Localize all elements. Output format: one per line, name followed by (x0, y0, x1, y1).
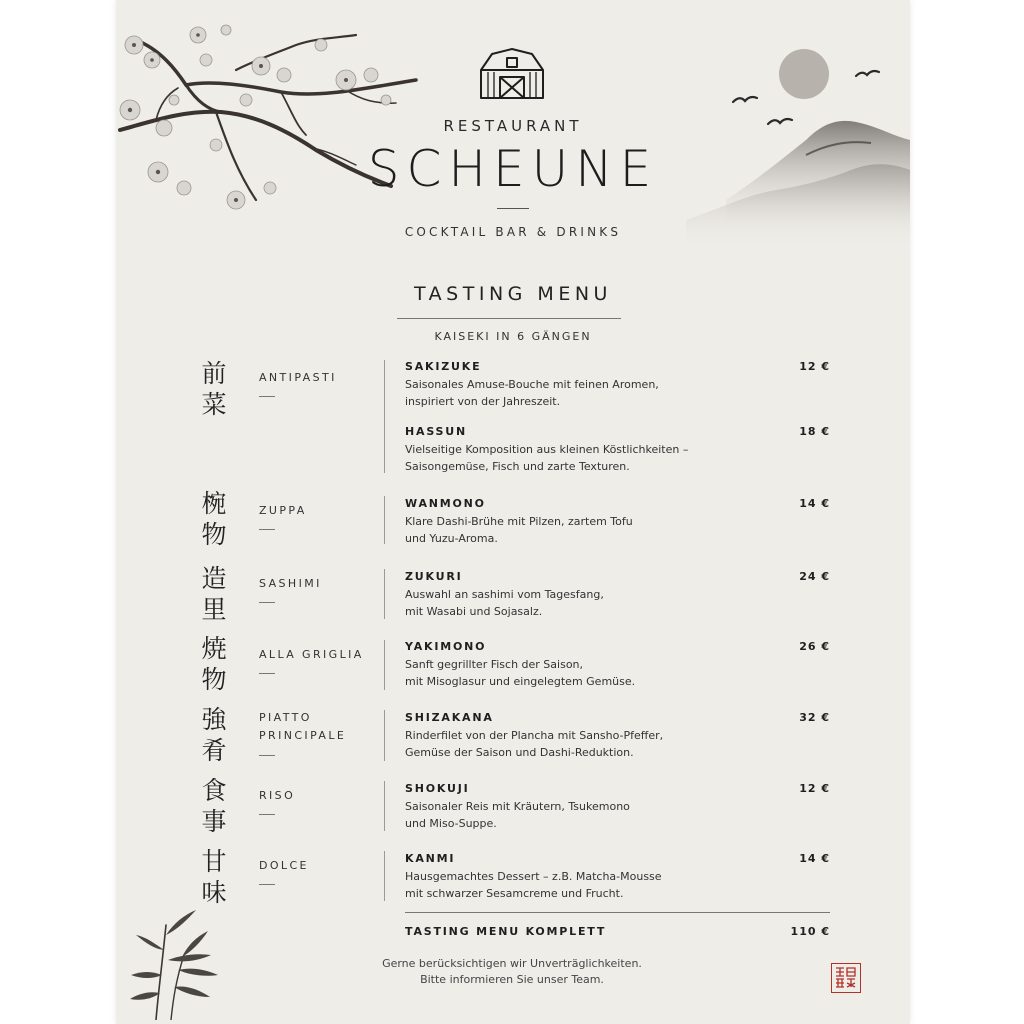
description-line: mit schwarzer Sesamcreme und Frucht. (405, 887, 624, 900)
menu-item-price: 14 € (799, 497, 830, 510)
kanji-char: 物 (201, 665, 227, 694)
category-dash (259, 602, 275, 603)
description-line: mit Misoglasur und eingelegtem Gemüse. (405, 675, 636, 688)
description-line: Gemüse der Saison und Dashi-Reduktion. (405, 746, 634, 759)
course-category: ZUPPA (259, 504, 307, 517)
red-seal-stamp-icon (831, 963, 861, 993)
category-dash (259, 673, 275, 674)
course-kanji (192, 633, 236, 695)
course-kanji (192, 358, 236, 420)
course-divider (384, 360, 385, 473)
course-kanji (192, 775, 236, 837)
kanji-char: 焼 (201, 634, 227, 663)
menu-item-name: KANMI (405, 852, 456, 865)
bamboo-icon (126, 905, 246, 1020)
course-kanji (192, 704, 236, 766)
menu-item-name: SAKIZUKE (405, 360, 482, 373)
total-price: 110 € (790, 925, 830, 938)
kanji-char: 里 (201, 595, 227, 624)
course-kanji (192, 846, 236, 908)
allergy-note (312, 956, 712, 988)
course-kanji (192, 488, 236, 550)
total-divider (405, 912, 830, 913)
description-line: Hausgemachtes Dessert – z.B. Matcha-Mousse (405, 870, 662, 883)
menu-item-name: WANMONO (405, 497, 486, 510)
note-line: Gerne berücksichtigen wir Unverträglichkeiten. (382, 957, 642, 970)
description-line: Saisongemüse, Fisch und zarte Texturen. (405, 460, 630, 473)
menu-item-description (405, 868, 705, 902)
category-dash (259, 814, 275, 815)
menu-item-description (405, 798, 705, 832)
menu-item-name: ZUKURI (405, 570, 463, 583)
course-divider (384, 640, 385, 690)
category-line: PIATTO (259, 711, 312, 724)
menu-item-name: HASSUN (405, 425, 468, 438)
course-category: DOLCE (259, 859, 309, 872)
category-dash (259, 884, 275, 885)
menu-item-price: 12 € (799, 782, 830, 795)
description-line: Rinderfilet von der Plancha mit Sansho-Pfeffer, (405, 729, 664, 742)
description-line: und Miso-Suppe. (405, 817, 497, 830)
total-label: TASTING MENU KOMPLETT (405, 925, 607, 938)
description-line: Saisonaler Reis mit Kräutern, Tsukemono (405, 800, 630, 813)
divider (397, 318, 621, 319)
kanji-char: 造 (201, 564, 227, 593)
category-dash (259, 396, 275, 397)
kanji-char: 事 (201, 807, 227, 836)
menu-item-description (405, 656, 705, 690)
menu-item-price: 26 € (799, 640, 830, 653)
course-divider (384, 710, 385, 761)
menu-card (116, 0, 910, 1024)
menu-item-name: SHOKUJI (405, 782, 470, 795)
description-line: Saisonales Amuse-Bouche mit feinen Aromen, (405, 378, 659, 391)
kanji-char: 味 (201, 878, 227, 907)
course-category (259, 709, 346, 745)
course-category: ALLA GRIGLIA (259, 648, 364, 661)
course-kanji (192, 563, 236, 625)
category-dash (259, 529, 275, 530)
course-category: SASHIMI (259, 577, 322, 590)
description-line: Klare Dashi-Brühe mit Pilzen, zartem Tofu (405, 515, 633, 528)
kanji-char: 前 (201, 359, 227, 388)
menu-item-name: SHIZAKANA (405, 711, 494, 724)
kanji-char: 菜 (201, 390, 227, 419)
kanji-char: 物 (201, 520, 227, 549)
kanji-char: 椀 (201, 489, 227, 518)
description-line: inspiriert von der Jahreszeit. (405, 395, 561, 408)
course-divider (384, 781, 385, 831)
course-category: RISO (259, 789, 296, 802)
description-line: Auswahl an sashimi vom Tagesfang, (405, 588, 604, 601)
tasting-menu-subtitle: KAISEKI IN 6 GÄNGEN (434, 330, 592, 343)
menu-item-name: YAKIMONO (405, 640, 487, 653)
description-line: Sanft gegrillter Fisch der Saison, (405, 658, 584, 671)
menu-item-description (405, 376, 705, 410)
menu-item-description (405, 586, 705, 620)
tasting-menu-title: TASTING MENU (414, 283, 612, 305)
note-line: Bitte informieren Sie unser Team. (420, 973, 604, 986)
menu-item-price: 32 € (799, 711, 830, 724)
course-divider (384, 569, 385, 619)
menu-item-price: 14 € (799, 852, 830, 865)
restaurant-label: RESTAURANT (443, 117, 583, 135)
description-line: Vielseitige Komposition aus kleinen Köstlichkeiten – (405, 443, 689, 456)
category-line: PRINCIPALE (259, 729, 347, 742)
menu-item-price: 24 € (799, 570, 830, 583)
kanji-char: 食 (201, 776, 227, 805)
kanji-char: 強 (201, 705, 227, 734)
description-line: und Yuzu-Aroma. (405, 532, 498, 545)
category-dash (259, 755, 275, 756)
kanji-char: 甘 (201, 847, 227, 876)
menu-item-description (405, 727, 705, 761)
course-divider (384, 496, 385, 544)
description-line: mit Wasabi und Sojasalz. (405, 605, 543, 618)
menu-item-description (405, 513, 705, 547)
menu-item-description (405, 441, 735, 475)
divider (497, 208, 529, 209)
kanji-char: 肴 (201, 736, 227, 765)
restaurant-name: SCHEUNE (367, 140, 659, 198)
menu-item-price: 18 € (799, 425, 830, 438)
course-divider (384, 851, 385, 901)
menu-item-price: 12 € (799, 360, 830, 373)
barn-icon (478, 46, 546, 100)
course-category: ANTIPASTI (259, 371, 337, 384)
restaurant-subtitle: COCKTAIL BAR & DRINKS (404, 225, 622, 239)
